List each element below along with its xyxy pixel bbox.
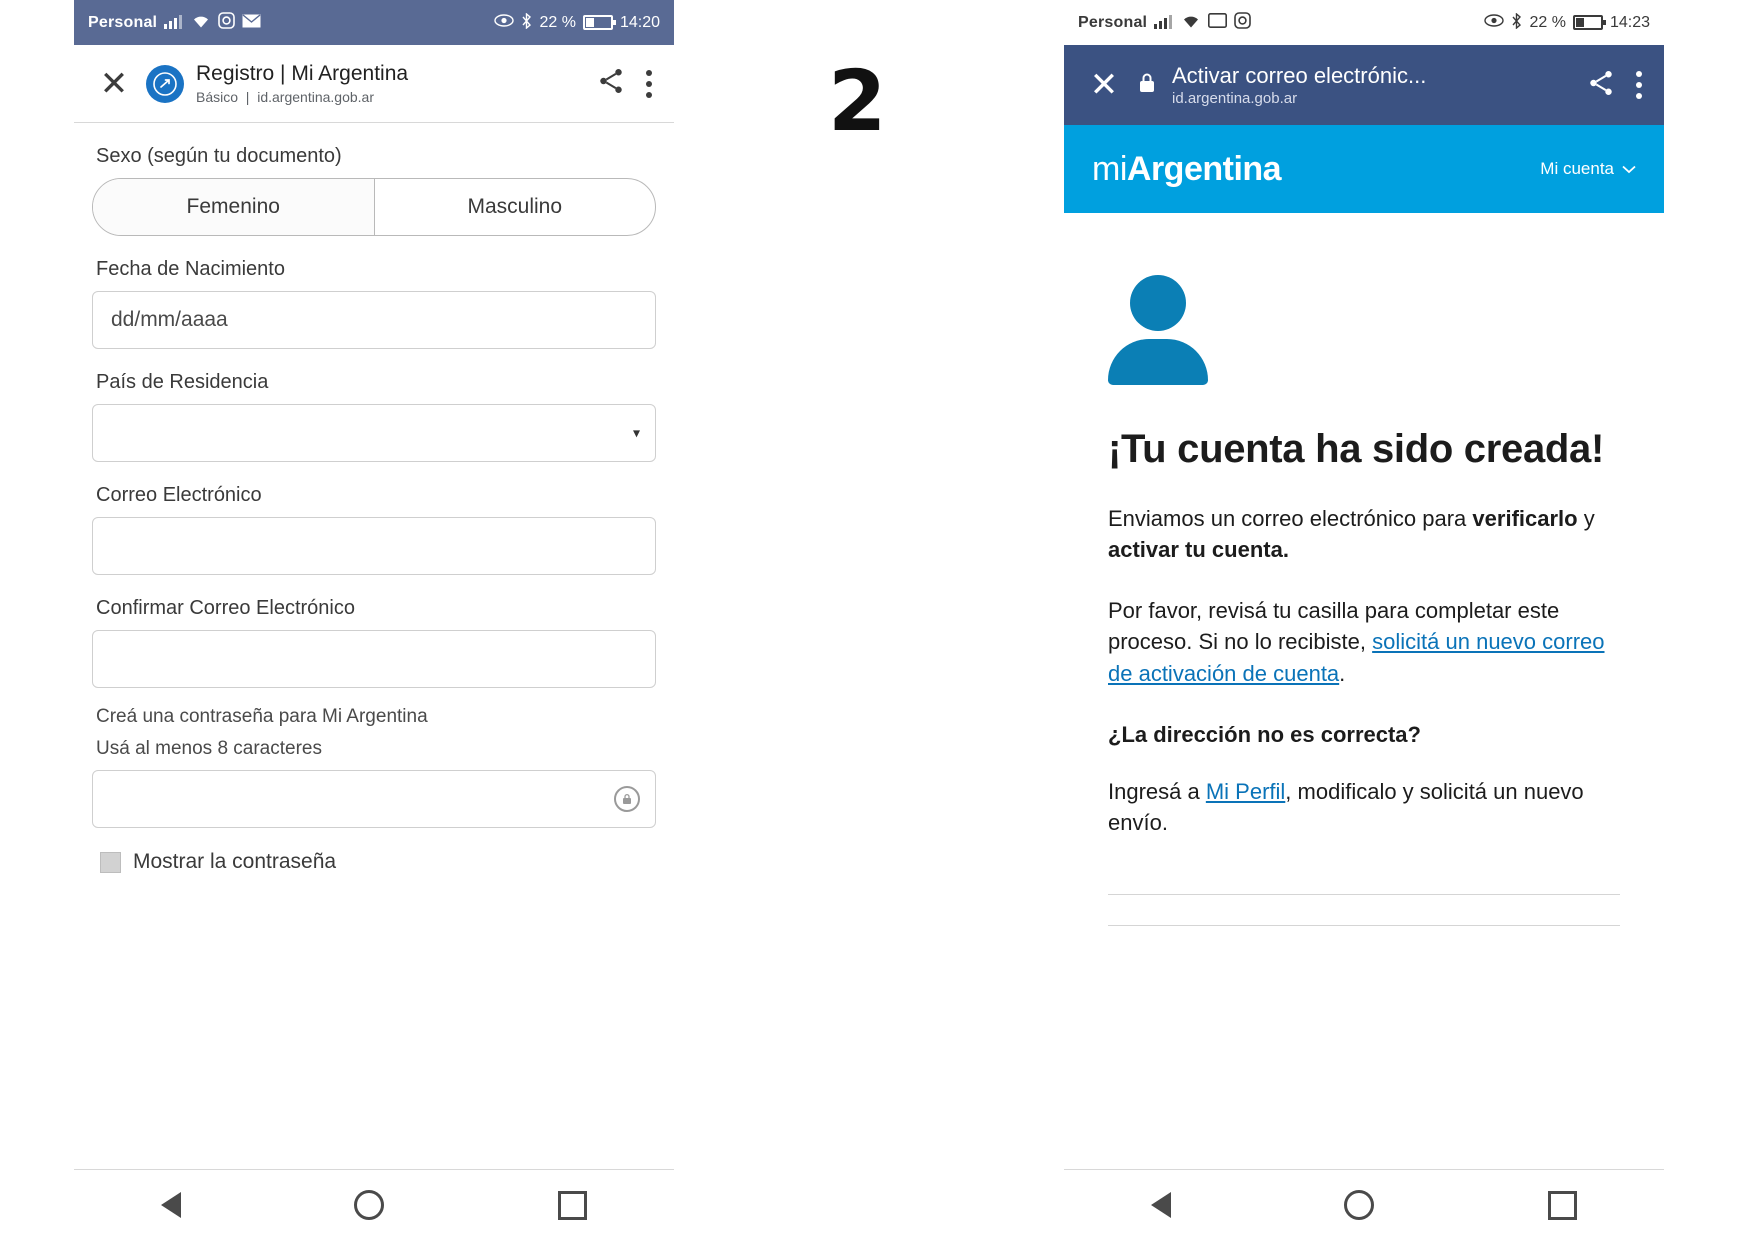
paragraph-email-sent-c: y [1577, 505, 1595, 531]
resend-activation-link[interactable]: solicitá un nuevo correo de activación de cuenta [1108, 629, 1605, 686]
carrier-label: Personal [1078, 13, 1148, 31]
page-url: id.argentina.gob.ar [1172, 90, 1298, 108]
wrong-address-heading: ¿La dirección no es correcta? [1108, 721, 1421, 747]
brand-prefix: mi [1092, 149, 1127, 188]
paragraph-check-inbox [1108, 595, 1620, 689]
password-field-wrap [92, 770, 656, 828]
battery-icon [583, 15, 613, 30]
page-heading: ¡Tu cuenta ha sido creada! [1108, 427, 1605, 471]
site-header [1064, 125, 1664, 213]
bluetooth-icon [1511, 13, 1522, 33]
page-subtitle [196, 89, 582, 105]
battery-icon [1573, 15, 1603, 30]
lock-icon [1136, 71, 1158, 100]
account-menu[interactable] [1540, 159, 1636, 179]
clock-label: 14:23 [1609, 13, 1650, 31]
battery-percent-label: 22 % [539, 13, 576, 31]
status-bar [1064, 0, 1664, 45]
toolbar-actions [596, 66, 652, 101]
password-title: Creá una contraseña para Mi Argentina [96, 706, 428, 727]
correo-input[interactable] [92, 517, 656, 575]
brand-name: Argentina [1126, 149, 1282, 188]
paragraph-email-sent [1108, 503, 1620, 565]
mail-icon [242, 14, 261, 32]
show-password-row[interactable] [100, 850, 656, 874]
paragraph-check-inbox-a: Por favor, revisá tu casilla para completar este proceso. Si no lo recibiste, [1108, 598, 1560, 655]
page-title: Registro | Mi Argentina [196, 62, 409, 86]
registration-form [74, 145, 674, 874]
page-subtitle-separator: | [241, 88, 254, 105]
camera-icon [218, 12, 235, 33]
clock-label: 14:20 [619, 13, 660, 31]
carrier-label: Personal [88, 13, 158, 31]
page-title: Activar correo electrónic... [1172, 62, 1427, 88]
paragraph-profile [1108, 776, 1620, 838]
paragraph-profile-b: , modificalo y solicitá un nuevo envío. [1108, 779, 1584, 836]
status-bar-right [494, 13, 660, 33]
kebab-menu-icon[interactable] [646, 70, 652, 98]
wifi-icon [191, 13, 211, 33]
page-subtitle-prefix: Básico [196, 88, 239, 105]
paragraph-profile-a: Ingresá a [1108, 779, 1206, 804]
show-password-label: Mostrar la contraseña [133, 850, 337, 873]
password-input[interactable] [92, 770, 656, 828]
phone-screenshot-right [1064, 0, 1664, 1240]
pais-residencia-label: País de Residencia [96, 371, 269, 393]
paragraph-check-inbox-b: . [1339, 660, 1346, 686]
confirmar-correo-input[interactable] [92, 630, 656, 688]
page-content [1064, 275, 1664, 926]
step-number: 2 [828, 52, 885, 150]
divider-1 [1108, 894, 1620, 895]
sexo-option-masculino[interactable]: Masculino [374, 179, 656, 235]
paragraph-email-sent-b: verificarlo [1472, 505, 1578, 531]
home-circle-icon[interactable] [354, 1190, 384, 1220]
browser-toolbar [74, 45, 674, 123]
correo-label: Correo Electrónico [96, 484, 262, 506]
password-reveal-icon[interactable] [614, 786, 640, 812]
sexo-toggle-group[interactable] [92, 178, 656, 236]
pais-residencia-select-wrap[interactable] [92, 404, 656, 462]
eye-icon [494, 14, 514, 31]
status-bar-left [1078, 12, 1251, 33]
brand-logo[interactable] [1092, 150, 1281, 189]
signal-icon [1154, 13, 1174, 33]
status-bar-left [88, 12, 261, 33]
status-bar [74, 0, 674, 45]
close-icon[interactable]: ✕ [1089, 66, 1119, 104]
user-avatar-icon [1108, 275, 1208, 385]
page-title-block [1172, 63, 1572, 107]
account-menu-label: Mi cuenta [1540, 159, 1614, 178]
camera-icon [1234, 12, 1251, 33]
signal-icon [164, 13, 184, 33]
page-url: id.argentina.gob.ar [257, 88, 374, 105]
share-icon[interactable] [1586, 68, 1616, 103]
cast-icon [1208, 13, 1227, 32]
status-bar-right [1484, 13, 1650, 33]
phone-screenshot-left [74, 0, 674, 1240]
fecha-nacimiento-label: Fecha de Nacimiento [96, 258, 285, 280]
mi-perfil-link[interactable]: Mi Perfil [1205, 779, 1286, 804]
battery-percent-label: 22 % [1529, 13, 1566, 31]
browser-toolbar [1064, 45, 1664, 125]
toolbar-actions [1586, 68, 1642, 103]
confirmar-correo-label: Confirmar Correo Electrónico [96, 597, 355, 619]
password-hint: Usá al menos 8 caracteres [96, 738, 322, 759]
recents-square-icon[interactable] [558, 1191, 587, 1220]
paragraph-email-sent-d: activar tu cuenta. [1108, 536, 1289, 562]
home-circle-icon[interactable] [1344, 1190, 1374, 1220]
share-icon[interactable] [596, 66, 626, 101]
site-logo-icon [146, 65, 184, 103]
sexo-label: Sexo (según tu documento) [96, 145, 342, 167]
android-navigation-bar [1064, 1169, 1664, 1240]
android-navigation-bar [74, 1169, 674, 1240]
recents-square-icon[interactable] [1548, 1191, 1577, 1220]
kebab-menu-icon[interactable] [1636, 71, 1642, 99]
wifi-icon [1181, 13, 1201, 33]
close-icon[interactable]: ✕ [99, 64, 129, 103]
chevron-down-icon [1622, 159, 1636, 179]
divider-2 [1108, 925, 1620, 926]
fecha-nacimiento-input[interactable] [92, 291, 656, 349]
back-triangle-icon[interactable] [1151, 1192, 1171, 1218]
chevron-down-icon: ▾ [632, 424, 640, 441]
sexo-option-femenino[interactable]: Femenino [93, 179, 374, 235]
bluetooth-icon [521, 13, 532, 33]
show-password-checkbox[interactable] [100, 852, 121, 873]
pais-residencia-select[interactable] [92, 404, 656, 462]
paragraph-email-sent-a: Enviamos un correo electrónico para [1108, 505, 1473, 531]
page-title-block [196, 62, 582, 104]
eye-icon [1484, 14, 1504, 31]
back-triangle-icon[interactable] [161, 1192, 181, 1218]
